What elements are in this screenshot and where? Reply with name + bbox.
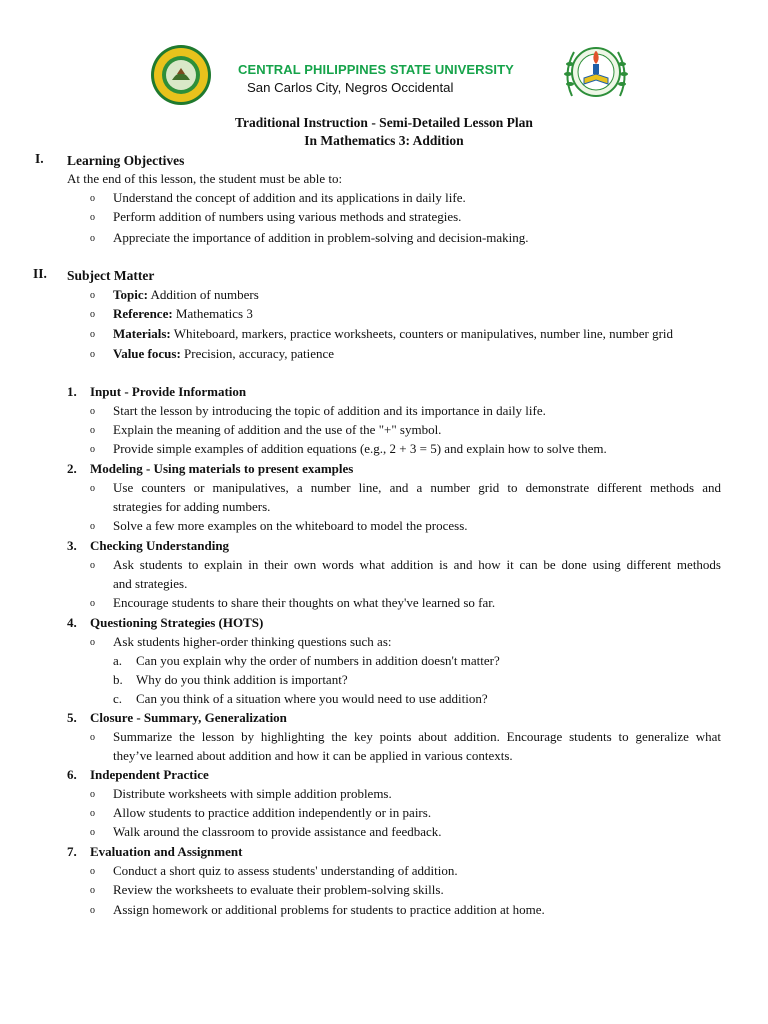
bullet-marker: o xyxy=(90,885,95,896)
step-item: Ask students higher-order thinking questions such as: xyxy=(113,634,392,649)
bullet-marker: o xyxy=(90,483,95,494)
college-seal-logo xyxy=(560,40,632,108)
section-heading: Subject Matter xyxy=(67,268,155,283)
lesson-subtitle: In Mathematics 3: Addition xyxy=(304,133,464,148)
section-heading: Learning Objectives xyxy=(67,153,185,168)
lesson-title: Traditional Instruction - Semi-Detailed Lesson Plan xyxy=(235,115,533,130)
subject-label: Reference: xyxy=(113,306,173,321)
step-item: Allow students to practice addition independently or in pairs. xyxy=(113,805,432,820)
bullet-marker: o xyxy=(90,444,95,455)
bullet-marker: o xyxy=(90,329,95,340)
step-item: Explain the meaning of addition and the use of the "+" symbol. xyxy=(113,422,442,437)
step-heading: Modeling - Using materials to present examples xyxy=(90,461,354,476)
bullet-marker: o xyxy=(90,212,95,223)
bullet-marker: o xyxy=(90,789,95,800)
step-number: 1. xyxy=(67,384,77,399)
section-intro: At the end of this lesson, the student must be able to: xyxy=(67,171,343,186)
step-number: 4. xyxy=(67,615,77,630)
bullet-marker: o xyxy=(90,406,95,417)
step-number: 5. xyxy=(67,710,77,725)
bullet-marker: o xyxy=(90,425,95,436)
bullet-marker: o xyxy=(90,637,95,648)
step-number: 3. xyxy=(67,538,77,553)
subject-item xyxy=(113,324,673,343)
subject-label: Topic: xyxy=(113,287,148,302)
step-item: Start the lesson by introducing the topic of addition and its importance in daily life. xyxy=(113,403,546,418)
bullet-marker: o xyxy=(90,827,95,838)
step-item: Encourage students to share their thoughts on what they've learned so far. xyxy=(113,595,496,610)
bullet-marker: o xyxy=(90,233,95,244)
step-heading: Input - Provide Information xyxy=(90,384,247,399)
subject-item xyxy=(113,285,259,304)
step-item: Ask students to explain in their own words what addition is and how it can be done using different methods xyxy=(113,557,721,572)
step-item-continued: they’ve learned about addition and how it can be applied in various contexts. xyxy=(113,748,513,763)
subject-item xyxy=(113,344,334,363)
step-item: Distribute worksheets with simple addition problems. xyxy=(113,786,392,801)
step-item: Provide simple examples of addition equations (e.g., 2 + 3 = 5) and explain how to solve them. xyxy=(113,441,607,456)
step-item: Assign homework or additional problems for students to practice addition at home. xyxy=(113,902,545,917)
step-heading: Independent Practice xyxy=(90,767,209,782)
bullet-marker: o xyxy=(90,732,95,743)
subject-value: Whiteboard, markers, practice worksheets, counters or manipulatives, number line, number grid xyxy=(170,326,674,341)
step-number: 7. xyxy=(67,844,77,859)
subject-value: Precision, accuracy, patience xyxy=(180,346,335,361)
objective-item: Understand the concept of addition and its applications in daily life. xyxy=(113,190,466,205)
bullet-marker: o xyxy=(90,193,95,204)
step-item-continued: and strategies. xyxy=(113,576,188,591)
step-number: 6. xyxy=(67,767,77,782)
bullet-marker: o xyxy=(90,290,95,301)
bullet-marker: o xyxy=(90,349,95,360)
section-numeral: II. xyxy=(33,266,47,281)
sub-item: Can you explain why the order of numbers in addition doesn't matter? xyxy=(136,653,500,668)
cpsu-seal-logo xyxy=(150,44,212,106)
step-item: Review the worksheets to evaluate their problem-solving skills. xyxy=(113,882,444,897)
step-number: 2. xyxy=(67,461,77,476)
subject-value: Addition of numbers xyxy=(147,287,259,302)
bullet-marker: o xyxy=(90,866,95,877)
sub-item-letter: a. xyxy=(113,653,123,668)
step-item: Summarize the lesson by highlighting the key points about addition. Encourage students to generalize what xyxy=(113,729,721,744)
step-item: Walk around the classroom to provide assistance and feedback. xyxy=(113,824,442,839)
step-heading: Checking Understanding xyxy=(90,538,230,553)
objective-item: Perform addition of numbers using various methods and strategies. xyxy=(113,209,462,224)
bullet-marker: o xyxy=(90,521,95,532)
step-item: Use counters or manipulatives, a number line, and a number grid to demonstrate different methods and xyxy=(113,480,721,495)
bullet-marker: o xyxy=(90,808,95,819)
step-item: Conduct a short quiz to assess students' understanding of addition. xyxy=(113,863,458,878)
university-location: San Carlos City, Negros Occidental xyxy=(247,80,454,95)
subject-label: Materials: xyxy=(113,326,171,341)
sub-item: Can you think of a situation where you would need to use addition? xyxy=(136,691,488,706)
section-numeral: I. xyxy=(35,151,44,166)
subject-label: Value focus: xyxy=(113,346,181,361)
sub-item-letter: b. xyxy=(113,672,123,687)
bullet-marker: o xyxy=(90,560,95,571)
step-item: Solve a few more examples on the whiteboard to model the process. xyxy=(113,518,468,533)
sub-item: Why do you think addition is important? xyxy=(136,672,348,687)
objective-item: Appreciate the importance of addition in problem-solving and decision-making. xyxy=(113,230,529,245)
step-item-continued: strategies for adding numbers. xyxy=(113,499,271,514)
sub-item-letter: c. xyxy=(113,691,123,706)
university-name: CENTRAL PHILIPPINES STATE UNIVERSITY xyxy=(238,62,514,77)
subject-item xyxy=(113,304,253,323)
bullet-marker: o xyxy=(90,598,95,609)
step-heading: Questioning Strategies (HOTS) xyxy=(90,615,264,630)
subject-value: Mathematics 3 xyxy=(172,306,253,321)
bullet-marker: o xyxy=(90,905,95,916)
step-heading: Closure - Summary, Generalization xyxy=(90,710,287,725)
bullet-marker: o xyxy=(90,309,95,320)
step-heading: Evaluation and Assignment xyxy=(90,844,243,859)
